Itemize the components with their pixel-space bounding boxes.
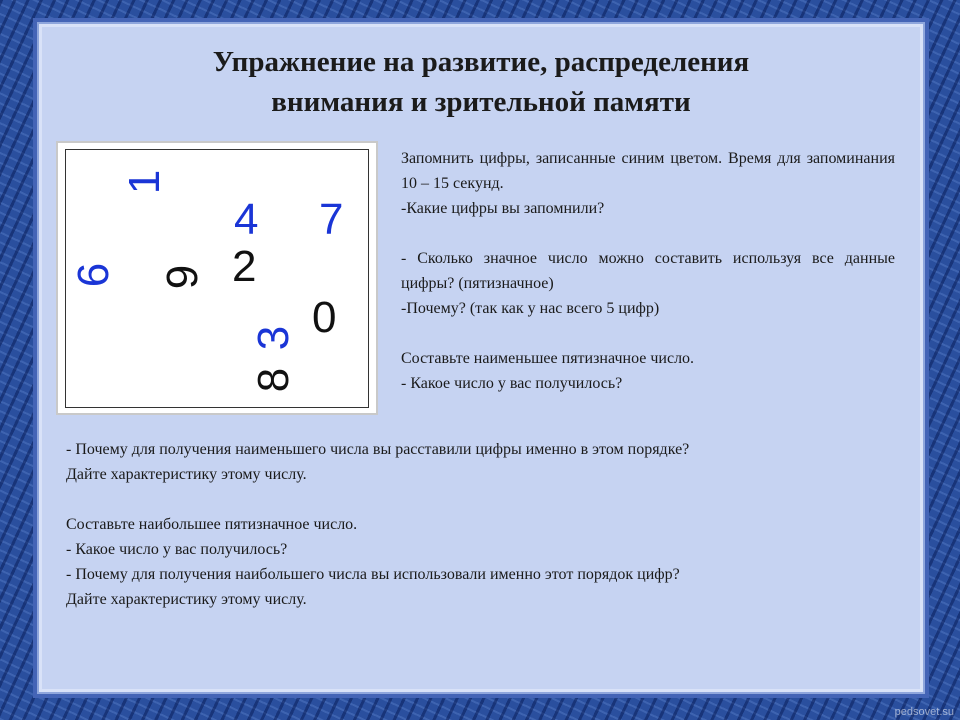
instruction-line: Запомнить цифры, записанные синим цветом. Время для запоминания 10 – 15 секунд. bbox=[401, 150, 895, 192]
question-line: - Какое число у вас получилось? bbox=[401, 375, 623, 392]
spacer bbox=[401, 221, 895, 246]
question-line: - Почему для получения наименьшего числа вы расставили цифры именно в этом порядке? bbox=[66, 441, 690, 458]
task-line: Составьте наибольшее пятизначное число. bbox=[66, 516, 358, 533]
slide-panel bbox=[37, 22, 925, 694]
digit-6: 6 bbox=[69, 262, 119, 288]
slide-title bbox=[39, 42, 923, 122]
question-line: - Какое число у вас получилось? bbox=[66, 541, 288, 558]
spacer bbox=[401, 321, 895, 346]
question-line: - Почему для получения наибольшего числа вы использовали именно этот порядок цифр? bbox=[66, 566, 680, 583]
spacer bbox=[66, 487, 916, 512]
question-line: Дайте характеристику этому числу. bbox=[66, 591, 307, 608]
task-line: Составьте наименьшее пятизначное число. bbox=[401, 350, 695, 367]
question-line: Дайте характеристику этому числу. bbox=[66, 466, 307, 483]
digit-9: 9 bbox=[158, 264, 208, 290]
digit-image bbox=[65, 149, 369, 408]
digit-image-frame bbox=[56, 141, 378, 415]
digit-7: 7 bbox=[319, 195, 344, 244]
digit-8: 8 bbox=[249, 367, 299, 393]
question-line: - Сколько значное число можно составить используя все данные цифры? (пятизначное) bbox=[401, 250, 895, 292]
digit-3: 3 bbox=[249, 325, 299, 351]
digit-4: 4 bbox=[234, 195, 259, 244]
title-line-1: Упражнение на развитие, распределения bbox=[212, 46, 750, 78]
watermark: pedsovet.su bbox=[894, 706, 954, 718]
questions-block bbox=[66, 437, 916, 612]
question-line: -Почему? (так как у нас всего 5 цифр) bbox=[401, 300, 660, 317]
instructions-block bbox=[401, 146, 895, 396]
digit-2: 2 bbox=[232, 242, 257, 291]
digit-0: 0 bbox=[312, 293, 337, 342]
title-line-2: внимания и зрительной памяти bbox=[271, 86, 691, 118]
question-line: -Какие цифры вы запомнили? bbox=[401, 200, 605, 217]
digit-1: 1 bbox=[120, 169, 170, 195]
